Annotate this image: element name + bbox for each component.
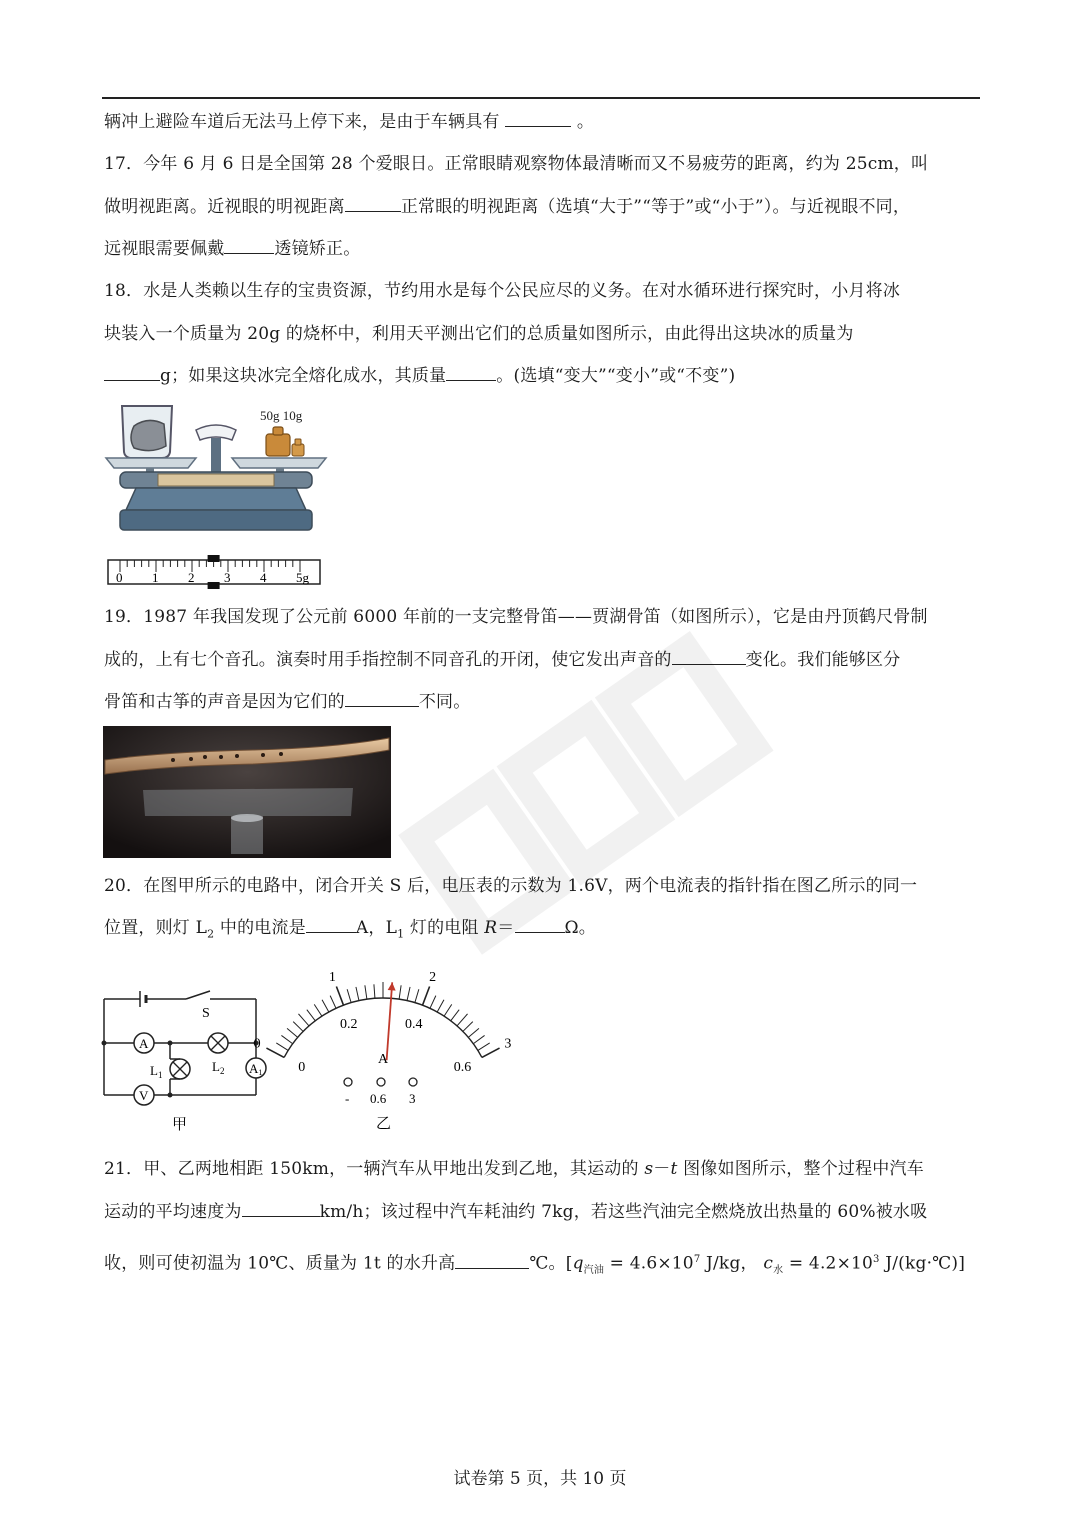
rider-ruler: [108, 555, 320, 589]
q21-line1: [104, 1157, 924, 1181]
switch-label: S: [202, 1006, 210, 1021]
q21-c-exp: 3: [873, 1254, 880, 1265]
ruler-label: 4: [260, 570, 267, 585]
q18-line3: [104, 364, 735, 388]
dial-tick: [266, 1048, 284, 1057]
q21-line1b: 图像如图所示，整个过程中汽车: [677, 1159, 924, 1179]
q20-line2c: A，L: [355, 918, 398, 938]
q20-line2d: 灯的电阻: [404, 918, 485, 938]
q16-text: 辆冲上避险车道后无法马上停下来，是由于车辆具有: [104, 112, 500, 132]
ruler-label: 3: [224, 570, 231, 585]
q20-blank1[interactable]: [306, 916, 356, 933]
q17-blank1[interactable]: [345, 195, 401, 212]
q21-q-exp: 7: [693, 1254, 701, 1265]
dial-tick: [287, 1028, 298, 1037]
weights-label: 50g 10g: [260, 408, 303, 423]
q21-dash: －: [653, 1159, 671, 1179]
switch-blade: [186, 991, 210, 999]
beam-scale: [158, 474, 274, 486]
right-pan: [232, 458, 326, 468]
dial-tick: [482, 1048, 500, 1057]
dial-arc-line: [284, 998, 482, 1057]
dial-tick: [276, 1043, 288, 1050]
q19-line3: [104, 690, 470, 714]
q19-line2a: 成的，上有七个音孔。演奏时用手指控制不同音孔的开闭，使它发出声音的: [104, 650, 672, 670]
q21-c-value: = 4.2×10: [783, 1253, 874, 1274]
dial-tick: [347, 989, 351, 1002]
q20-line2f: Ω。: [564, 918, 596, 938]
dial-tick: [407, 987, 410, 1001]
dial-tick: [281, 1035, 292, 1043]
dial-bottom-label: 0: [298, 1059, 306, 1075]
dial-bottom-label: 0.6: [453, 1059, 472, 1075]
q18-line3b: 。(选填“变大”“变小”或“不变”): [496, 366, 736, 386]
q17-line3: [104, 237, 360, 261]
weight-50g-icon: [266, 427, 290, 456]
ruler-label: 0: [116, 570, 123, 585]
q19-line2b: 变化。我们能够区分: [745, 650, 901, 670]
q17-line2a: 做明视距离。近视眼的明视距离: [104, 197, 345, 217]
bone-flute-photo: [103, 726, 391, 858]
q21-t: t: [670, 1159, 678, 1179]
circuit-caption: 甲: [172, 1117, 188, 1133]
balance-base: [126, 488, 306, 510]
q20-line1: 20．在图甲所示的电路中，闭合开关 S 后，电压表的示数为 1.6V，两个电流表的指针指在图乙所示的同一: [104, 876, 918, 896]
terminal-label-3: 3: [409, 1091, 416, 1106]
q17-line3b: 透镜矫正。: [274, 239, 361, 259]
lamp-l1-sub: 1: [157, 1070, 163, 1080]
q17-line2: [104, 195, 910, 219]
lamp-l1-icon: [170, 1059, 190, 1079]
dial-tick: [444, 1004, 452, 1016]
rider-marker-bottom: [208, 582, 220, 589]
terminal-0-6: [377, 1078, 385, 1086]
dial-tick: [463, 1022, 473, 1032]
terminal-label-0-6: 0.6: [370, 1091, 387, 1106]
q21-line2b: km/h；该过程中汽车耗油约 7kg，若这些汽油完全燃烧放出热量的 60%被水吸: [319, 1202, 928, 1222]
dial-unit: A: [378, 1052, 389, 1067]
q18-line2: 块装入一个质量为 20g 的烧杯中，利用天平测出它们的总质量如图所示，由此得出这块冰的质量为: [104, 324, 854, 344]
dial-tick: [356, 987, 359, 1001]
lamp-l2-icon: [208, 1033, 228, 1053]
dial-tick: [322, 1000, 329, 1012]
dial-tick: [307, 1010, 315, 1021]
q21-q-value: = 4.6×10: [604, 1253, 694, 1274]
dial-tick: [473, 1035, 484, 1043]
dial-bottom-label: 0.2: [340, 1016, 358, 1032]
q21-line3b: ℃。[: [529, 1253, 573, 1274]
left-pan: [106, 458, 196, 468]
lamp-l2-letter: L: [212, 1059, 220, 1074]
dial-top-label: 2: [429, 970, 437, 986]
dial-tick: [430, 996, 436, 1009]
lamp-l2-sub: 2: [219, 1066, 225, 1076]
q20-line2e: ＝: [497, 918, 515, 938]
q20-sub-1: 1: [397, 927, 405, 941]
q20-line2b: 中的电流是: [214, 918, 306, 938]
dial-tick: [478, 1043, 490, 1050]
ammeter-dial: [253, 960, 512, 1138]
q18-line3a: g；如果这块冰完全熔化成水，其质量: [160, 366, 447, 386]
weight-10g-icon: [292, 439, 304, 456]
dial-tick: [437, 1000, 444, 1012]
q16-blank[interactable]: [505, 110, 571, 127]
dial-tick: [415, 989, 419, 1002]
q21-line2: [104, 1200, 927, 1224]
q20-line2: [104, 916, 596, 946]
q21-q-unit: J/kg，: [700, 1253, 758, 1274]
terminal-minus: [344, 1078, 352, 1086]
q19-line3a: 骨笛和古筝的声音是因为它们的: [104, 692, 345, 712]
rider-marker-top: [208, 555, 220, 562]
beaker-icon: [122, 406, 172, 458]
q20-line2a: 位置，则灯 L: [104, 918, 208, 938]
q19-line1: 19．1987 年我国发现了公元前 6000 年前的一支完整骨笛——贾湖骨笛（如图所示），它是由丹顶鹤尺骨制: [104, 607, 928, 627]
q16-end: 。: [576, 112, 595, 132]
dial-tick: [399, 985, 401, 999]
q19-blank2[interactable]: [345, 690, 419, 707]
q18-blank1[interactable]: [104, 364, 160, 381]
terminal-label-minus: -: [345, 1091, 350, 1106]
ammeter-label: A: [139, 1036, 149, 1051]
dial-top-label: 0: [253, 1036, 261, 1052]
dial-tick: [330, 996, 336, 1009]
q21-line3: [104, 1248, 965, 1283]
top-rule: [102, 97, 980, 99]
q21-q-symbol: q: [572, 1253, 584, 1274]
q17-line2b: 正常眼的明视距离（选填“大于”“等于”或“小于”）。与近视眼不同，: [400, 197, 911, 217]
lamp-l1-label: [150, 1063, 162, 1080]
q21-c-unit: J/(kg·℃)]: [879, 1253, 966, 1274]
q20-blank2[interactable]: [515, 916, 565, 933]
dial-needle: [387, 982, 393, 1060]
dial-tick: [365, 985, 367, 999]
q21-line2a: 运动的平均速度为: [104, 1202, 242, 1222]
lamp-l1-letter: L: [150, 1063, 158, 1078]
dial-tick: [298, 1014, 309, 1026]
dial-tick: [314, 1004, 322, 1016]
dial-tick: [468, 1028, 479, 1037]
q16-line: [104, 110, 594, 134]
circuit-diagram: [100, 985, 265, 1135]
balance-figure: [100, 398, 330, 588]
dial-needle-head: [388, 982, 397, 991]
dial-bottom-label: 0.4: [404, 1016, 423, 1032]
ruler-label: 1: [152, 570, 159, 585]
glass-stand: [143, 788, 353, 816]
q21-line3a: 收，则可使初温为 10℃、质量为 1t 的水升高: [104, 1253, 456, 1274]
balance-foot: [120, 510, 312, 530]
terminal-3: [409, 1078, 417, 1086]
q19-line3b: 不同。: [418, 692, 471, 712]
dial-tick: [457, 1014, 468, 1026]
q19-line2: [104, 648, 900, 672]
q17-blank2[interactable]: [224, 237, 274, 254]
ruler-label: 2: [188, 570, 195, 585]
dial-top-label: 3: [504, 1036, 512, 1052]
dial-tick: [451, 1010, 459, 1021]
q21-c-sub: 水: [773, 1265, 784, 1277]
q21-blank2[interactable]: [455, 1252, 529, 1269]
q18-blank2[interactable]: [446, 364, 496, 381]
ammeter1-sub: 1: [258, 1068, 263, 1077]
q19-blank1[interactable]: [672, 648, 746, 665]
ammeter1-letter: A: [249, 1061, 259, 1076]
dial-tick: [336, 986, 343, 1005]
dial-scale-arc: [266, 982, 499, 1057]
ruler-label: 5g: [296, 570, 309, 585]
q20-R: R: [484, 918, 498, 938]
q21-c-symbol: c: [763, 1253, 774, 1274]
q21-line1a: 21．甲、乙两地相距 150km，一辆汽车从甲地出发到乙地，其运动的: [104, 1159, 645, 1179]
lamp-l2-label: [212, 1059, 224, 1076]
dial-tick: [293, 1022, 303, 1032]
dial-top-label: 1: [328, 970, 336, 986]
page-footer: 试卷第 5 页，共 10 页: [453, 1469, 627, 1489]
q17-line3a: 远视眼需要佩戴: [104, 239, 225, 259]
voltmeter-label: V: [139, 1088, 149, 1103]
q20-sub-2: 2: [207, 927, 215, 941]
q21-blank1[interactable]: [242, 1200, 320, 1217]
dial-caption: 乙: [376, 1116, 392, 1132]
q18-line1: 18．水是人类赖以生存的宝贵资源，节约用水是每个公民应尽的义务。在对水循环进行探究时，小月将冰: [104, 281, 901, 301]
q21-s: s: [644, 1159, 654, 1179]
dial-tick: [423, 986, 430, 1005]
q17-line1: 17．今年 6 月 6 日是全国第 28 个爱眼日。正常眼睛观察物体最清晰而又不易疲劳的距离，约为 25cm，叫: [104, 154, 929, 174]
dial-tick: [374, 984, 375, 998]
q21-q-sub: 汽油: [583, 1265, 605, 1277]
